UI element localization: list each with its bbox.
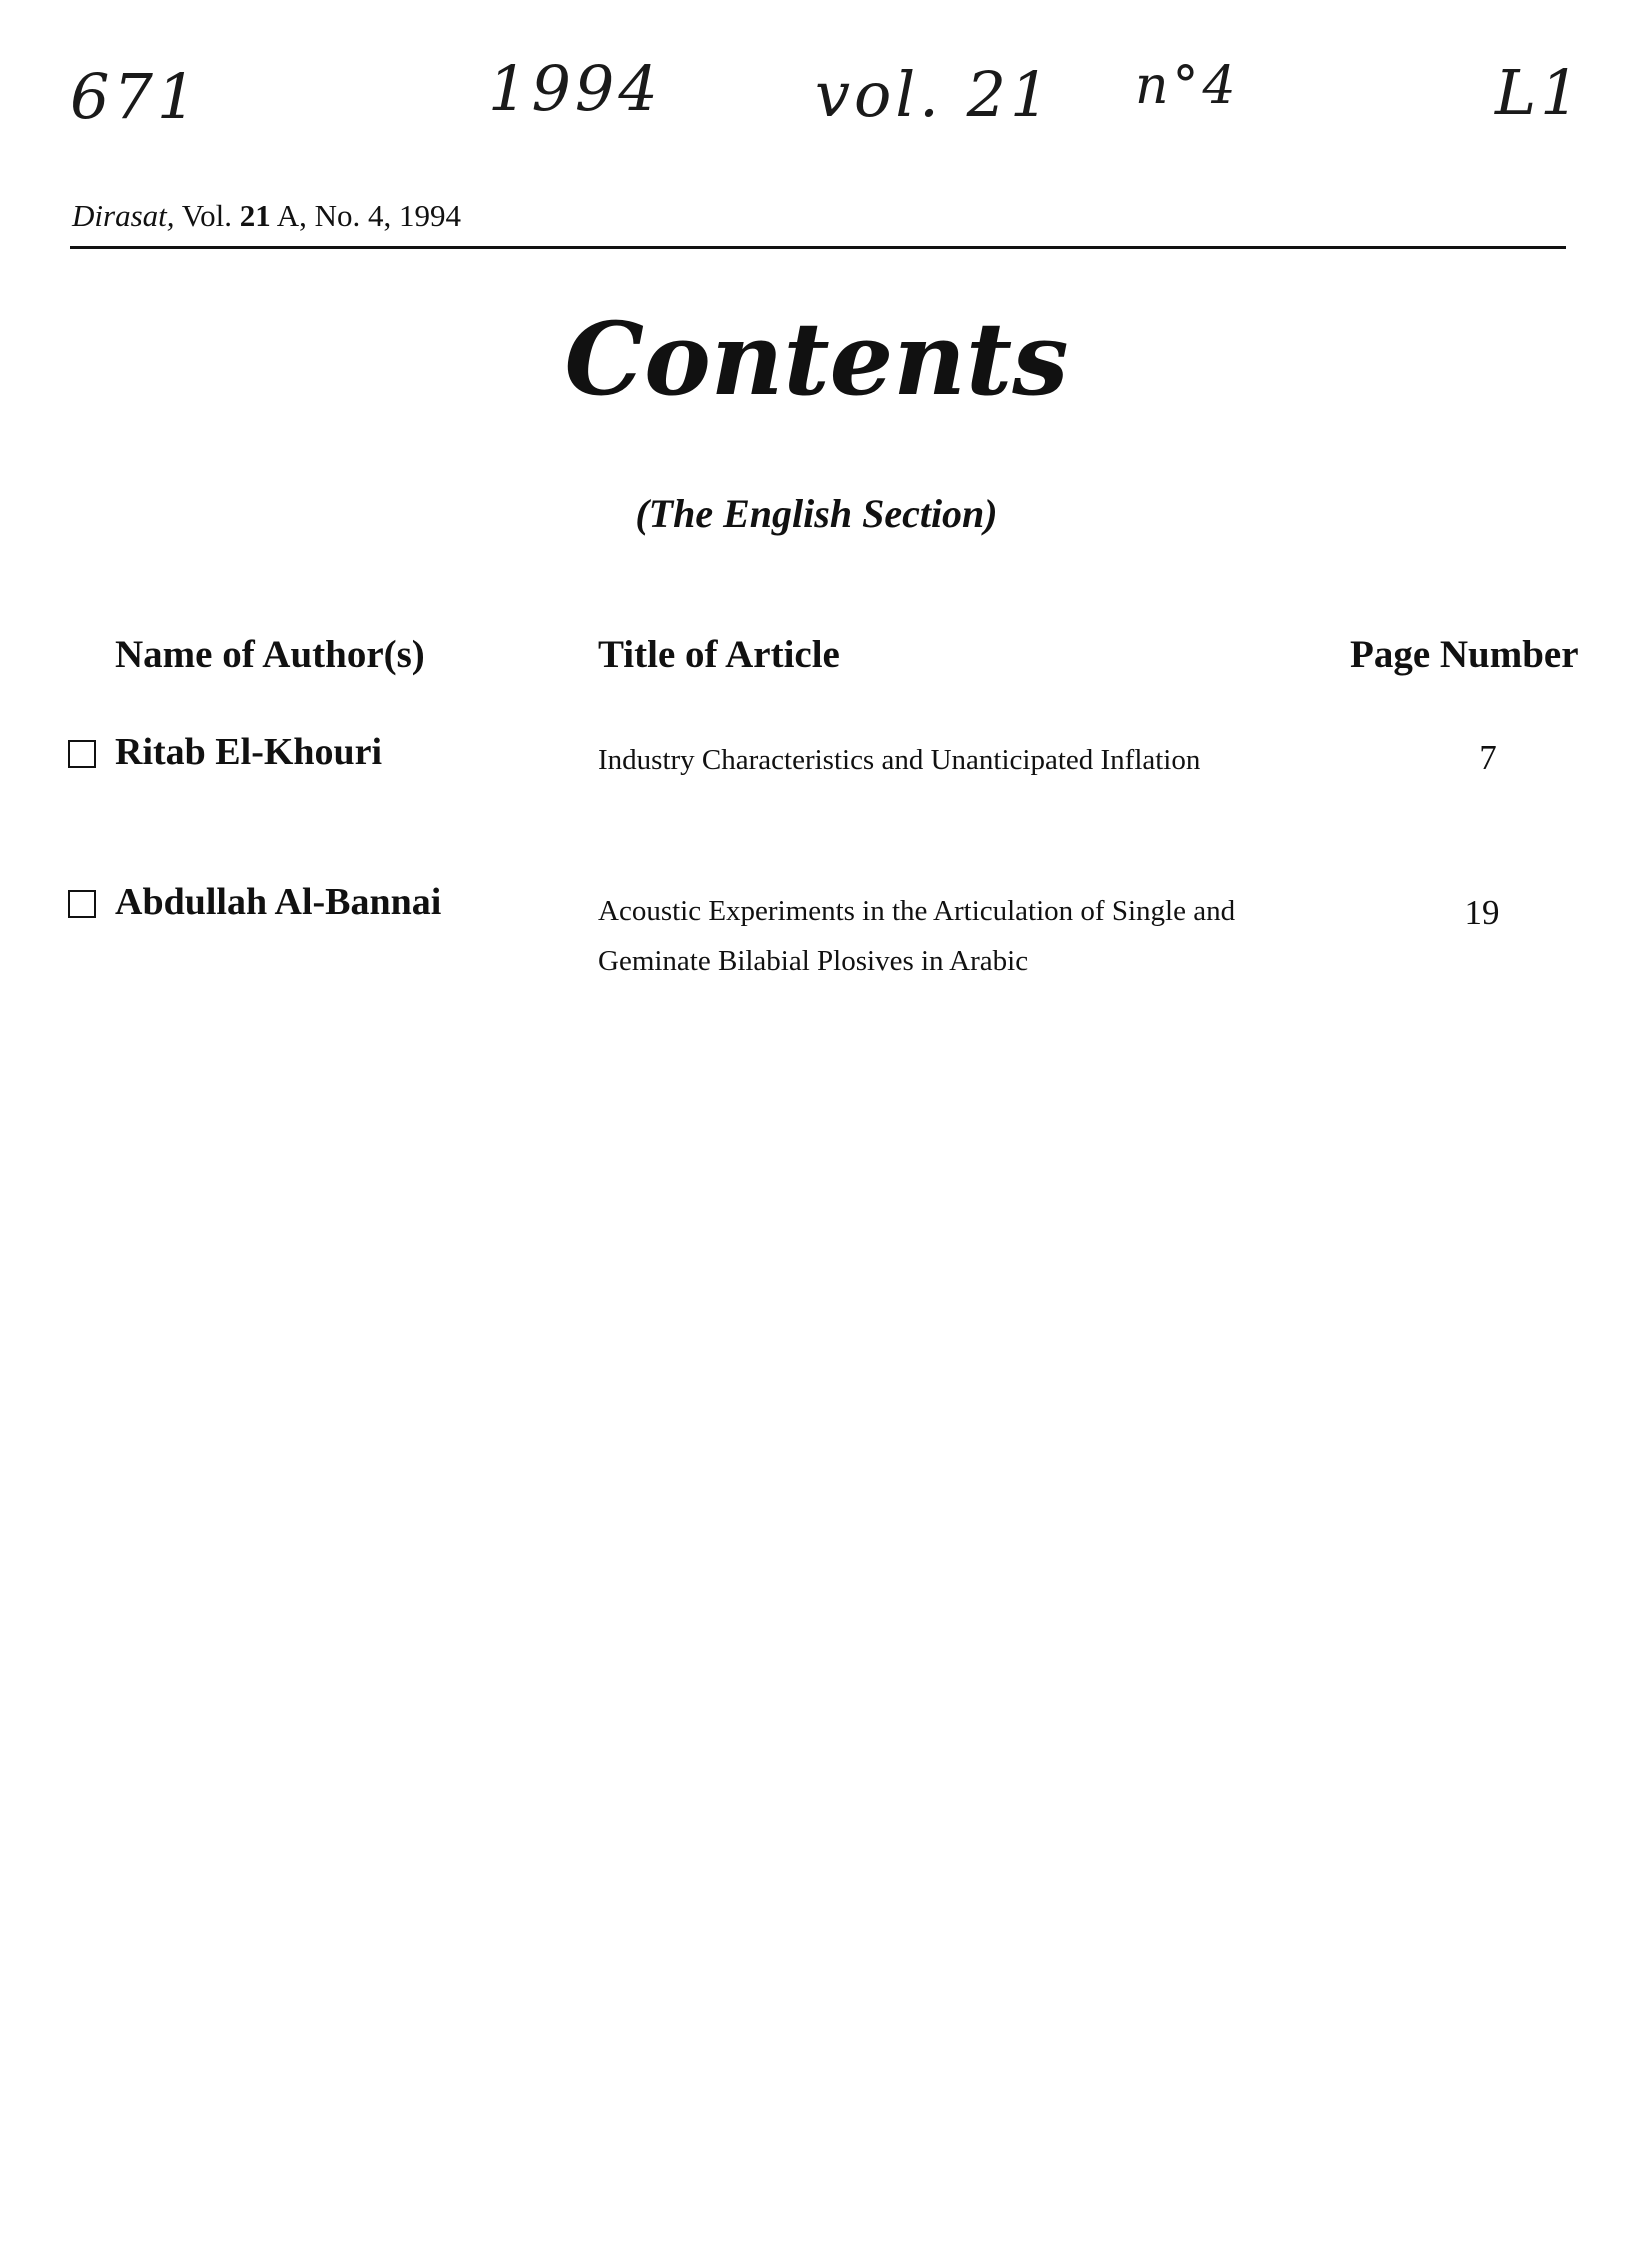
page-number: 19 — [1464, 893, 1500, 932]
author-name: Abdullah Al-Bannai — [115, 881, 442, 923]
handwritten-issue: n°4 — [1135, 56, 1240, 116]
issue-info: A, No. 4, 1994 — [276, 198, 462, 233]
volume-number: 21 — [239, 198, 271, 233]
column-header-author: Name of Author(s) — [115, 633, 425, 676]
checkbox-icon — [68, 740, 96, 768]
page-subtitle: (The English Section) — [635, 491, 998, 536]
page-title: Contents — [564, 300, 1069, 418]
article-title: Industry Characteristics and Unanticipated Inflation — [598, 744, 1201, 776]
handwritten-year: 1994 — [488, 52, 662, 125]
handwritten-shelf-mark: L1 — [1495, 56, 1584, 129]
column-header-title: Title of Article — [598, 633, 840, 676]
author-name: Ritab El-Khouri — [115, 731, 383, 773]
journal-name: Dirasat, — [72, 198, 175, 233]
article-title: Acoustic Experiments in the Articulation of Single and Geminate Bilabial Plosives in Arabic — [598, 895, 1236, 977]
handwritten-volume: vol. 21 — [815, 58, 1054, 131]
checkbox-icon — [68, 890, 96, 918]
header-rule — [70, 246, 1566, 249]
running-head — [72, 198, 461, 234]
column-header-page: Page Number — [1350, 633, 1579, 676]
page-number: 7 — [1479, 738, 1497, 777]
volume-label: Vol. — [181, 198, 232, 233]
handwritten-catalog-number: 671 — [70, 60, 201, 133]
